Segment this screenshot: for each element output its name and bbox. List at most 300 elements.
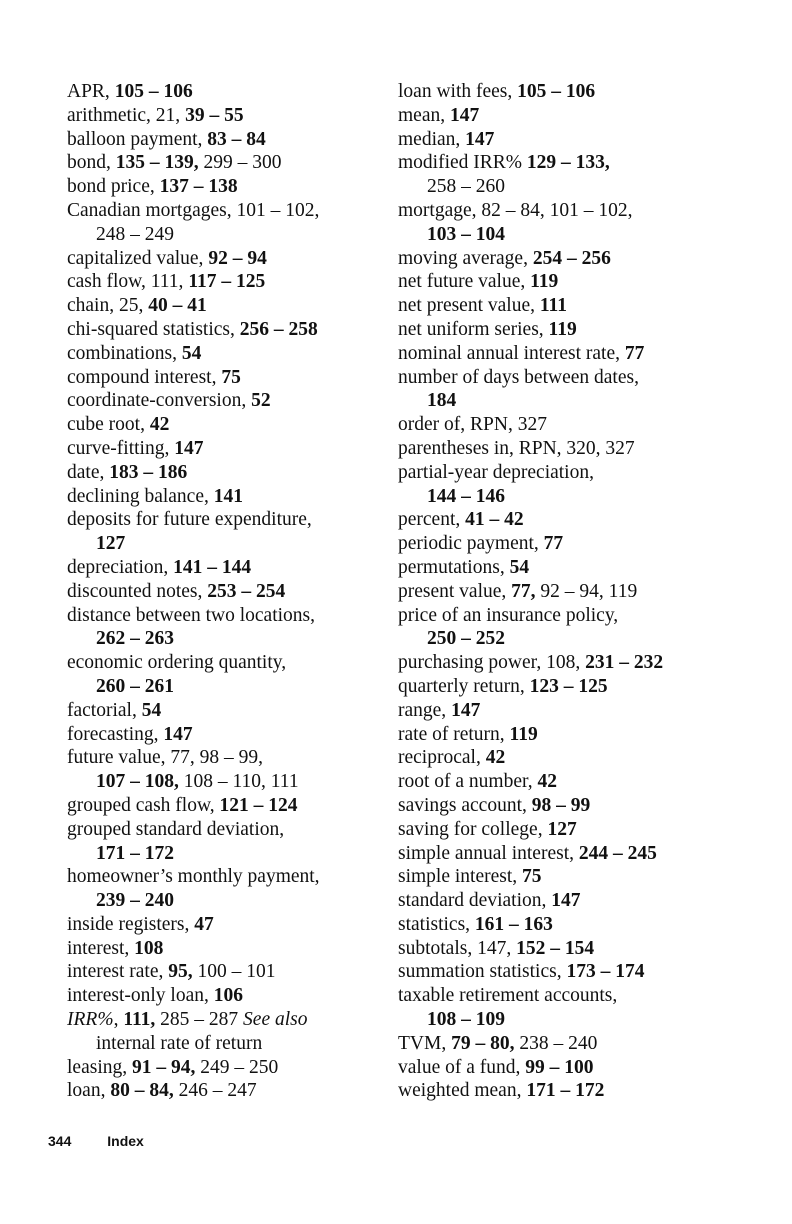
- index-entry: [398, 913, 718, 937]
- index-text: modified IRR%: [398, 152, 527, 174]
- index-entry-continuation: [398, 175, 718, 199]
- index-text: 238 – 240: [514, 1032, 598, 1054]
- page-reference-bold: 108 – 109: [427, 1009, 505, 1031]
- page-reference-bold: 253 – 254: [207, 580, 286, 602]
- index-entry: [67, 270, 367, 294]
- index-entry: [67, 175, 367, 199]
- index-entry: [67, 389, 367, 413]
- index-entry: [398, 580, 718, 604]
- index-text: capitalized value,: [67, 247, 209, 269]
- index-text: price of an insurance policy,: [398, 604, 619, 626]
- index-entry: [67, 508, 367, 556]
- index-text: net uniform series,: [398, 318, 549, 340]
- index-entry: [398, 437, 718, 461]
- page-reference-bold: 262 – 263: [96, 628, 174, 650]
- index-entry: [67, 1056, 367, 1080]
- index-entry-continuation: [67, 770, 367, 794]
- page-reference-bold: 40 – 41: [148, 295, 207, 317]
- page-reference-bold: 161 – 163: [474, 913, 553, 935]
- index-entry-line: [398, 723, 718, 747]
- index-entry-line: [398, 984, 718, 1008]
- index-entry-line: [398, 104, 718, 128]
- page-reference-bold: 42: [149, 414, 170, 436]
- index-entry: [398, 818, 718, 842]
- index-entry-line: [398, 865, 718, 889]
- index-entry-line: [67, 461, 367, 485]
- index-entry-line: [67, 485, 367, 509]
- index-entry: [398, 651, 718, 675]
- page-reference-bold: 39 – 55: [185, 104, 244, 126]
- index-entry-line: [398, 247, 718, 271]
- index-entry-line: [67, 508, 367, 532]
- index-text: taxable retirement accounts,: [398, 985, 618, 1007]
- page-reference-bold: 111,: [123, 1009, 156, 1031]
- page-reference-bold: 147: [465, 128, 495, 150]
- index-entry: [67, 1008, 367, 1056]
- index-text: interest rate,: [67, 961, 169, 983]
- index-entry-line: [398, 960, 718, 984]
- index-text: distance between two locations,: [67, 604, 316, 626]
- index-entry: [398, 960, 718, 984]
- page-reference-bold: 107 – 108,: [96, 771, 179, 793]
- index-text: median,: [398, 128, 466, 150]
- page-reference-bold: 91 – 94,: [131, 1056, 196, 1078]
- index-text: root of a number,: [398, 771, 538, 793]
- page-reference-bold: 121 – 124: [219, 794, 298, 816]
- index-entry: [398, 1079, 718, 1103]
- page-reference-bold: 250 – 252: [427, 628, 505, 650]
- index-entry-line: [67, 984, 367, 1008]
- index-entry: [67, 128, 367, 152]
- index-text: periodic payment,: [398, 533, 544, 555]
- index-entry-line: [398, 461, 718, 485]
- page-reference-bold: 83 – 84: [207, 128, 266, 150]
- index-entry: [398, 413, 718, 437]
- index-text: mortgage, 82 – 84, 101 – 102,: [398, 199, 633, 221]
- index-entry: [398, 199, 718, 247]
- index-text: present value,: [398, 580, 512, 602]
- index-entry: [67, 960, 367, 984]
- index-entry: [67, 818, 367, 866]
- index-entry: [398, 151, 718, 199]
- index-entry-line: [398, 937, 718, 961]
- index-text: 285 – 287: [155, 1009, 244, 1031]
- index-entry: [67, 746, 367, 794]
- index-entry: [398, 865, 718, 889]
- index-entry: [67, 247, 367, 271]
- index-entry-line: [67, 651, 367, 675]
- index-entry-line: [398, 80, 718, 104]
- index-entry-line: [398, 1056, 718, 1080]
- index-text: leasing,: [67, 1056, 132, 1078]
- index-entry: [398, 984, 718, 1032]
- index-text: See also: [243, 1009, 308, 1031]
- index-entry-line: [398, 413, 718, 437]
- index-text: value of a fund,: [398, 1056, 526, 1078]
- index-entry-line: [67, 960, 367, 984]
- index-entry-continuation: [67, 675, 367, 699]
- index-entry-line: [398, 580, 718, 604]
- page-reference-bold: 231 – 232: [585, 652, 664, 674]
- index-entry-line: [67, 342, 367, 366]
- index-entry: [398, 461, 718, 509]
- index-entry: [67, 937, 367, 961]
- index-entry: [67, 485, 367, 509]
- index-text: 258 – 260: [427, 176, 505, 198]
- index-entry-line: [67, 294, 367, 318]
- page-reference-bold: 171 – 172: [96, 842, 174, 864]
- page-reference-bold: 141 – 144: [173, 556, 252, 578]
- index-entry-line: [398, 770, 718, 794]
- index-entry-line: [67, 175, 367, 199]
- page-reference-bold: 135 – 139,: [115, 152, 199, 174]
- index-entry: [67, 366, 367, 390]
- index-entry: [398, 889, 718, 913]
- index-entry-line: [398, 651, 718, 675]
- index-text: simple annual interest,: [398, 842, 579, 864]
- page-reference-bold: 137 – 138: [159, 176, 238, 198]
- index-entry-line: [67, 128, 367, 152]
- index-text: nominal annual interest rate,: [398, 342, 625, 364]
- index-entry-line: [67, 437, 367, 461]
- index-text: deposits for future expenditure,: [67, 509, 312, 531]
- index-entry-line: [67, 580, 367, 604]
- page-reference-bold: 41 – 42: [465, 509, 524, 531]
- index-text: TVM,: [398, 1032, 452, 1054]
- page-reference-bold: 52: [251, 390, 271, 412]
- index-entry-line: [398, 746, 718, 770]
- index-entry-line: [398, 151, 718, 175]
- index-entry-line: [67, 818, 367, 842]
- index-text: saving for college,: [398, 818, 548, 840]
- index-text: purchasing power, 108,: [398, 652, 586, 674]
- index-entry: [398, 746, 718, 770]
- index-entry-line: [67, 746, 367, 770]
- page-reference-bold: 42: [485, 747, 506, 769]
- section-title: Index: [107, 1133, 144, 1149]
- page-reference-bold: 54: [509, 556, 530, 578]
- index-entry-line: [67, 318, 367, 342]
- index-entry: [398, 342, 718, 366]
- index-entry: [398, 366, 718, 414]
- index-column-right: [398, 80, 718, 1103]
- index-text: percent,: [398, 509, 466, 531]
- page-reference-bold: 79 – 80,: [451, 1032, 515, 1054]
- index-entry: [67, 461, 367, 485]
- index-entry: [67, 199, 367, 247]
- index-entry-continuation: [398, 1008, 718, 1032]
- page-reference-bold: 54: [141, 699, 162, 721]
- index-text: number of days between dates,: [398, 366, 639, 388]
- index-text: summation statistics,: [398, 961, 567, 983]
- index-text: chi-squared statistics,: [67, 318, 240, 340]
- index-text: cash flow, 111,: [67, 271, 189, 293]
- index-text: factorial,: [67, 699, 142, 721]
- page-reference-bold: 152 – 154: [516, 937, 595, 959]
- index-entry-line: [398, 1079, 718, 1103]
- index-text: partial-year depreciation,: [398, 461, 594, 483]
- index-entry: [398, 318, 718, 342]
- page-reference-bold: 129 – 133,: [526, 152, 610, 174]
- page-reference-bold: 105 – 106: [114, 81, 193, 102]
- index-text: 108 – 110, 111: [178, 771, 299, 793]
- page-footer: [48, 1133, 144, 1149]
- index-entry: [398, 80, 718, 104]
- index-entry: [398, 270, 718, 294]
- page-reference-bold: 127: [547, 818, 577, 840]
- index-entry-line: [67, 794, 367, 818]
- page-reference-bold: 254 – 256: [532, 247, 611, 269]
- index-entry: [67, 651, 367, 699]
- index-entry-continuation: [67, 842, 367, 866]
- index-entry-line: [398, 1032, 718, 1056]
- index-entry-line: [67, 556, 367, 580]
- index-text: chain, 25,: [67, 295, 149, 317]
- index-entry-line: [398, 294, 718, 318]
- page-reference-bold: 147: [174, 437, 204, 459]
- index-entry: [67, 699, 367, 723]
- index-entry-line: [67, 104, 367, 128]
- index-text: loan,: [67, 1080, 111, 1102]
- index-entry-line: [398, 532, 718, 556]
- index-text: subtotals, 147,: [398, 937, 517, 959]
- index-entry-line: [398, 889, 718, 913]
- page-reference-bold: 147: [163, 723, 193, 745]
- index-entry: [67, 984, 367, 1008]
- index-text: grouped cash flow,: [67, 794, 220, 816]
- page-reference-bold: 98 – 99: [531, 794, 591, 816]
- page-reference-bold: 127: [96, 533, 126, 555]
- index-entry: [67, 556, 367, 580]
- index-text: net future value,: [398, 271, 531, 293]
- index-entry-line: [398, 675, 718, 699]
- index-entry-line: [398, 699, 718, 723]
- index-text: net present value,: [398, 295, 540, 317]
- index-entry: [398, 556, 718, 580]
- page-reference-bold: 171 – 172: [526, 1080, 605, 1102]
- index-entry-line: [67, 270, 367, 294]
- page-reference-bold: 80 – 84,: [110, 1080, 174, 1102]
- page-reference-bold: 92 – 94: [208, 247, 267, 269]
- index-entry: [398, 508, 718, 532]
- index-text: 299 – 300: [198, 152, 282, 174]
- page-reference-bold: 244 – 245: [578, 842, 657, 864]
- index-entry: [67, 794, 367, 818]
- index-text: date,: [67, 461, 110, 483]
- index-text: parentheses in, RPN, 320, 327: [398, 437, 635, 459]
- index-entry-line: [67, 723, 367, 747]
- index-entry-continuation: [67, 627, 367, 651]
- index-text: compound interest,: [67, 366, 222, 388]
- index-entry-continuation: [398, 223, 718, 247]
- page-reference-bold: 77: [624, 342, 645, 364]
- index-entry: [67, 342, 367, 366]
- page-reference-bold: 256 – 258: [239, 318, 318, 340]
- index-text: coordinate-conversion,: [67, 390, 252, 412]
- index-entry-line: [398, 913, 718, 937]
- page-reference-bold: 123 – 125: [529, 675, 608, 697]
- index-entry-line: [67, 151, 367, 175]
- index-entry-continuation: [67, 223, 367, 247]
- index-entry: [67, 104, 367, 128]
- index-text: depreciation,: [67, 556, 174, 578]
- index-text: arithmetic, 21,: [67, 104, 186, 126]
- index-entry: [67, 913, 367, 937]
- page-reference-bold: 105 – 106: [517, 81, 596, 102]
- index-entry: [67, 318, 367, 342]
- index-entry: [67, 294, 367, 318]
- index-entry: [67, 865, 367, 913]
- index-text: quarterly return,: [398, 675, 530, 697]
- index-text: cube root,: [67, 414, 150, 436]
- page-reference-bold: 147: [451, 699, 481, 721]
- index-entry: [398, 1032, 718, 1056]
- page-reference-bold: 147: [449, 104, 480, 126]
- index-entry-line: [398, 604, 718, 628]
- index-entry-line: [398, 556, 718, 580]
- index-entry: [398, 128, 718, 152]
- index-entry: [67, 1079, 367, 1103]
- index-entry-line: [67, 604, 367, 628]
- index-text: Canadian mortgages, 101 – 102,: [67, 199, 320, 221]
- page-reference-bold: 108: [134, 937, 164, 959]
- page-reference-bold: 54: [181, 342, 202, 364]
- index-text: 246 – 247: [173, 1080, 257, 1102]
- index-text: balloon payment,: [67, 128, 208, 150]
- index-entry-continuation: [67, 532, 367, 556]
- index-entry: [398, 247, 718, 271]
- index-text: bond,: [67, 152, 116, 174]
- index-entry-line: [67, 247, 367, 271]
- index-entry: [398, 675, 718, 699]
- index-entry: [398, 532, 718, 556]
- index-entry-line: [398, 437, 718, 461]
- page-reference-bold: 239 – 240: [96, 890, 174, 912]
- index-entry-continuation: [398, 485, 718, 509]
- index-text: moving average,: [398, 247, 533, 269]
- index-text: 92 – 94, 119: [535, 580, 638, 602]
- index-entry-line: [67, 413, 367, 437]
- index-text: discounted notes,: [67, 580, 208, 602]
- index-entry: [398, 1056, 718, 1080]
- page-reference-bold: 111: [539, 295, 567, 317]
- index-entry: [398, 294, 718, 318]
- index-entry-line: [67, 1008, 367, 1032]
- index-text: forecasting,: [67, 723, 164, 745]
- index-text: interest,: [67, 937, 135, 959]
- index-text: combinations,: [67, 342, 182, 364]
- index-text: loan with fees,: [398, 81, 518, 102]
- page-reference-bold: 99 – 100: [525, 1056, 594, 1078]
- index-entry-line: [67, 1056, 367, 1080]
- page-reference-bold: 119: [509, 723, 538, 745]
- index-entry-line: [67, 699, 367, 723]
- index-entry: [67, 413, 367, 437]
- index-entry: [67, 151, 367, 175]
- index-entry-line: [398, 342, 718, 366]
- index-text: inside registers,: [67, 913, 195, 935]
- index-entry-continuation: [398, 627, 718, 651]
- page-reference-bold: 173 – 174: [566, 961, 645, 983]
- index-entry-line: [67, 865, 367, 889]
- index-entry-line: [398, 818, 718, 842]
- index-text: order of, RPN, 327: [398, 414, 547, 436]
- index-text: standard deviation,: [398, 890, 552, 912]
- index-entry-continuation: [398, 389, 718, 413]
- index-entry: [398, 699, 718, 723]
- page-reference-bold: 141: [213, 485, 243, 507]
- index-entry: [67, 723, 367, 747]
- page-reference-bold: 117 – 125: [188, 271, 266, 293]
- index-entry-line: [398, 794, 718, 818]
- index-entry-line: [67, 389, 367, 413]
- page-reference-bold: 42: [537, 771, 557, 793]
- index-text: bond price,: [67, 176, 160, 198]
- page-reference-bold: 75: [522, 866, 542, 888]
- index-entry-line: [398, 270, 718, 294]
- page-reference-bold: 75: [221, 366, 241, 388]
- index-text: internal rate of return: [96, 1032, 263, 1054]
- index-entry-line: [398, 366, 718, 390]
- index-column-left: [67, 80, 367, 1103]
- index-text: IRR%: [67, 1009, 114, 1031]
- index-text: mean,: [398, 104, 450, 126]
- page-reference-bold: 95,: [168, 961, 193, 983]
- index-entry: [67, 604, 367, 652]
- index-text: curve-fitting,: [67, 437, 175, 459]
- page-reference-bold: 77,: [511, 580, 536, 602]
- index-text: 248 – 249: [96, 223, 174, 245]
- index-entry: [398, 937, 718, 961]
- index-text: 100 – 101: [192, 961, 276, 983]
- page-reference-bold: 106: [213, 985, 244, 1007]
- page-reference-bold: 119: [548, 318, 577, 340]
- index-text: ,: [113, 1009, 124, 1031]
- index-text: reciprocal,: [398, 747, 486, 769]
- page-reference-bold: 119: [530, 271, 559, 293]
- index-text: permutations,: [398, 556, 510, 578]
- index-entry: [398, 104, 718, 128]
- index-text: rate of return,: [398, 723, 510, 745]
- index-entry-line: [398, 128, 718, 152]
- index-text: economic ordering quantity,: [67, 652, 287, 674]
- index-entry: [398, 604, 718, 652]
- index-text: 249 – 250: [195, 1056, 279, 1078]
- page-reference-bold: 260 – 261: [96, 675, 174, 697]
- page-reference-bold: 47: [194, 913, 214, 935]
- index-text: grouped standard deviation,: [67, 818, 285, 840]
- page-reference-bold: 103 – 104: [427, 223, 505, 245]
- index-entry-line: [398, 508, 718, 532]
- index-entry: [67, 80, 367, 104]
- page-reference-bold: 183 – 186: [109, 461, 188, 483]
- index-entry: [67, 580, 367, 604]
- index-entry-line: [67, 937, 367, 961]
- page-reference-bold: 77: [543, 533, 564, 555]
- index-text: homeowner’s monthly payment,: [67, 866, 320, 888]
- index-text: statistics,: [398, 913, 475, 935]
- index-text: weighted mean,: [398, 1080, 527, 1102]
- index-entry: [398, 723, 718, 747]
- index-entry-line: [67, 913, 367, 937]
- index-entry-line: [67, 1079, 367, 1103]
- index-entry: [398, 770, 718, 794]
- page-number: 344: [48, 1133, 72, 1149]
- index-entry-line: [398, 199, 718, 223]
- index-entry-continuation: [67, 889, 367, 913]
- index-entry-line: [67, 199, 367, 223]
- page-reference-bold: 184: [427, 390, 457, 412]
